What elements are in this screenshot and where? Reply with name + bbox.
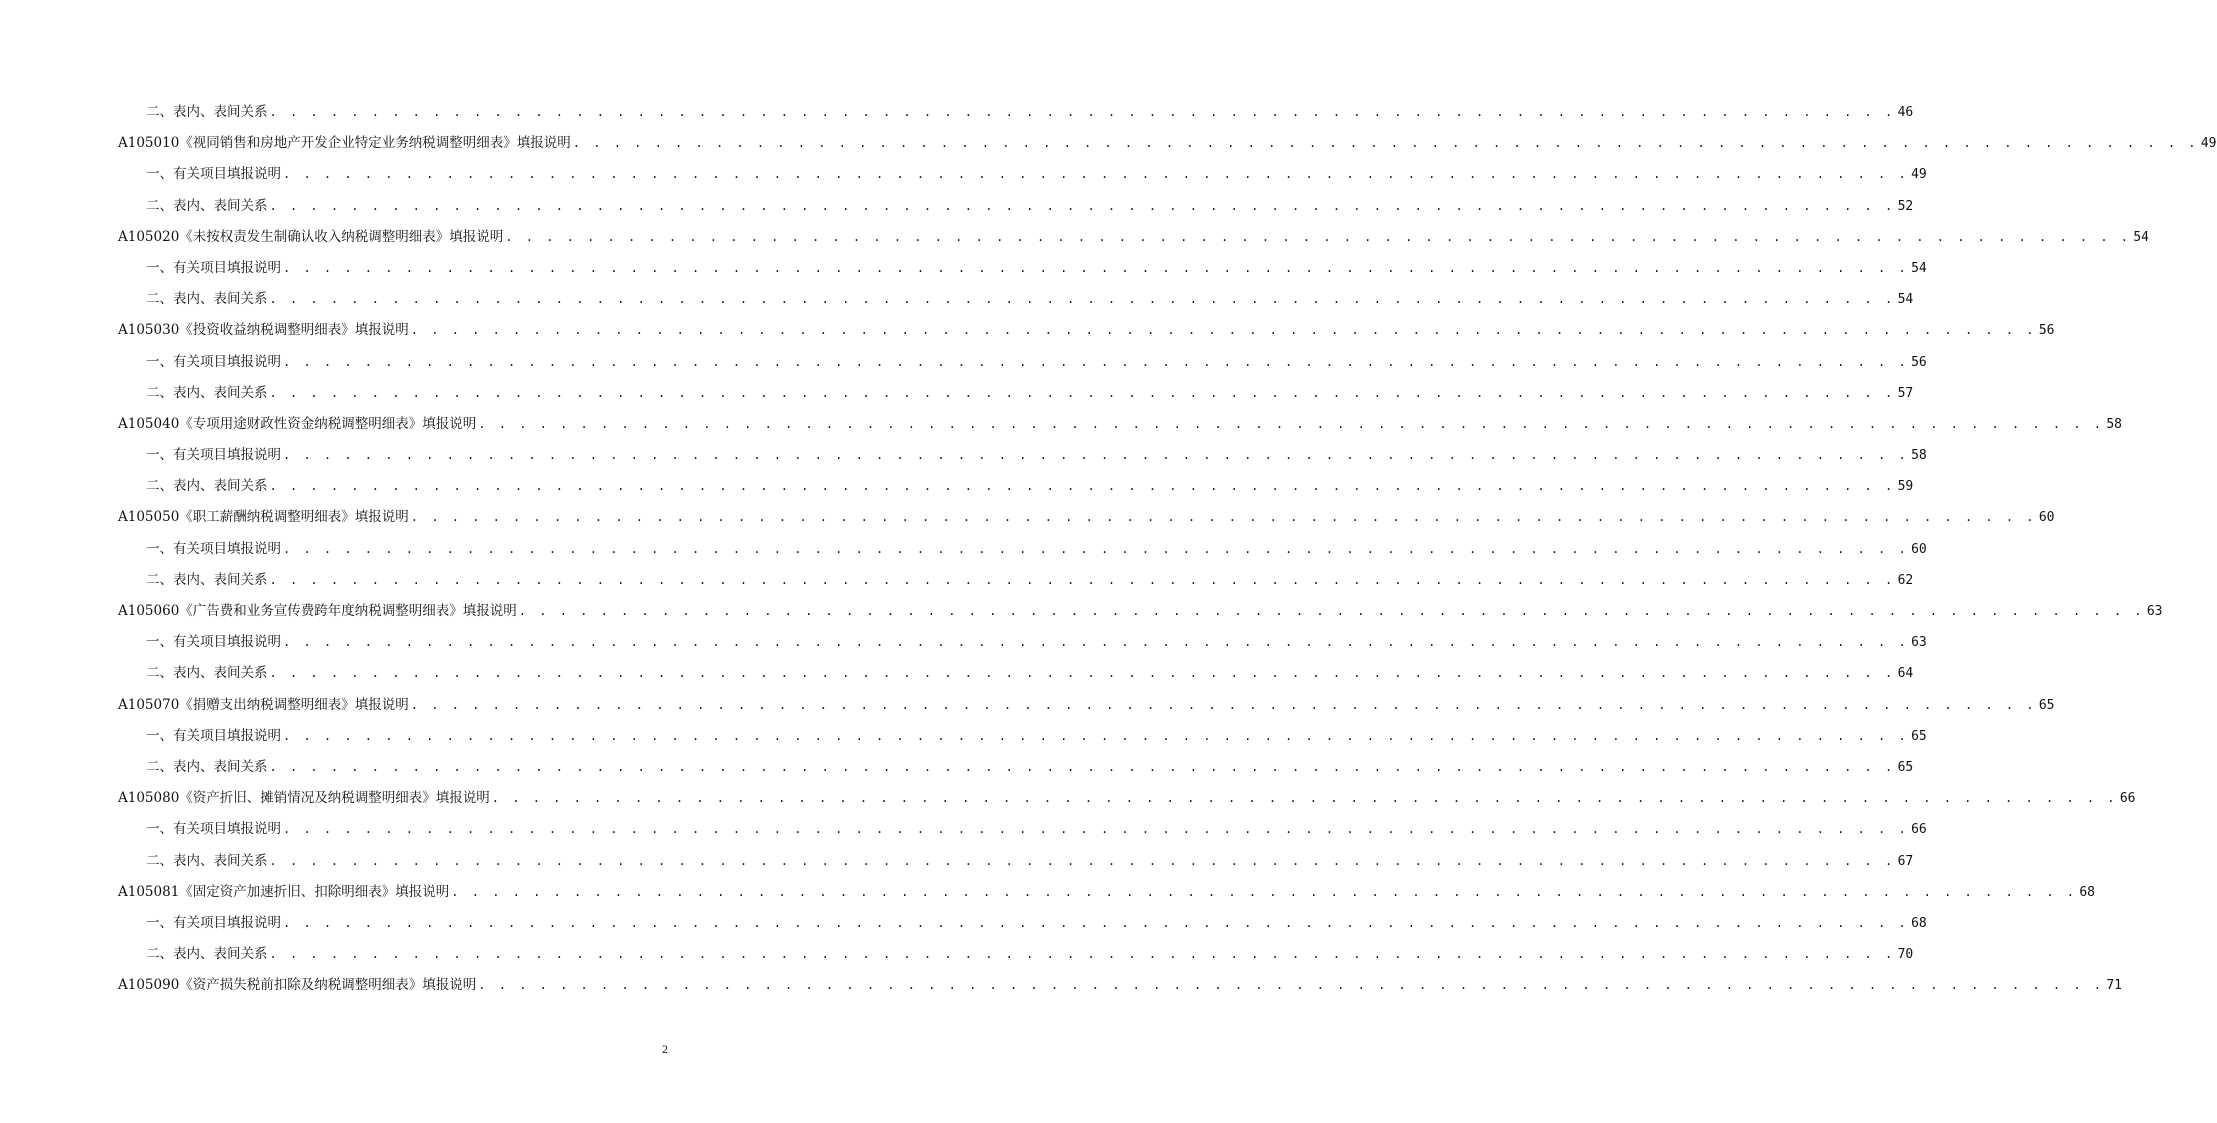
toc-subentry[interactable] bbox=[118, 537, 1927, 568]
toc-entry-title: A105050《职工薪酬纳税调整明细表》填报说明 bbox=[118, 509, 409, 526]
toc-entry-title: 一、有关项目填报说明 bbox=[146, 166, 281, 183]
toc-leader-dots: . . . . . . . . . . . . . . . . . . . . . . . . . . . . . . . . . . . . . . . . . . . . . . . . . . . . . . . . . . . . . . . . . . . . . . . . . . . . . . . . bbox=[269, 292, 1896, 307]
toc-entry-page: 49 bbox=[2200, 136, 2217, 152]
toc-entry-page: 67 bbox=[1897, 853, 1914, 869]
toc-entry[interactable] bbox=[118, 786, 2136, 817]
toc-entry-page: 64 bbox=[1897, 666, 1914, 682]
toc-subentry[interactable] bbox=[118, 568, 1914, 599]
toc-entry-page: 54 bbox=[2133, 229, 2150, 245]
toc-entry-page: 63 bbox=[1911, 635, 1927, 651]
toc-subentry[interactable] bbox=[118, 443, 1927, 474]
toc-entry-title: A105040《专项用途财政性资金纳税调整明细表》填报说明 bbox=[118, 415, 477, 432]
toc-entry-title: 二、表内、表间关系 bbox=[146, 291, 268, 308]
toc-entry[interactable] bbox=[118, 412, 2123, 443]
toc-leader-dots: . . . . . . . . . . . . . . . . . . . . . . . . . . . . . . . . . . . . . . . . . . . . . . . . . . . . . . . . . . . . . . . . . . . . . . . . . . . . . . . . bbox=[283, 167, 1909, 182]
toc-entry-page: 60 bbox=[1911, 541, 1927, 557]
toc-entry-page: 62 bbox=[1897, 572, 1914, 588]
toc-subentry[interactable] bbox=[118, 630, 1927, 661]
toc-entry[interactable] bbox=[118, 973, 2123, 1004]
toc-entry-page: 57 bbox=[1897, 385, 1914, 401]
toc-entry-page: 58 bbox=[2106, 416, 2123, 432]
toc-entry-page: 58 bbox=[1911, 448, 1927, 464]
toc-entry-page: 68 bbox=[2079, 884, 2096, 900]
toc-entry-page: 56 bbox=[1911, 354, 1927, 370]
toc-subentry[interactable] bbox=[118, 942, 1914, 973]
toc-leader-dots: . . . . . . . . . . . . . . . . . . . . . . . . . . . . . . . . . . . . . . . . . . . . . . . . . . . . . . . . . . . . . . . . . . . . . . . . . . . . . . . . bbox=[410, 510, 2037, 525]
toc-entry-title: A105060《广告费和业务宣传费跨年度纳税调整明细表》填报说明 bbox=[118, 603, 517, 619]
page-number: 2 bbox=[662, 1042, 668, 1056]
toc-entry-page: 70 bbox=[1897, 947, 1914, 963]
toc-entry-title: A105020《未按权责发生制确认收入纳税调整明细表》填报说明 bbox=[118, 228, 504, 245]
toc-entry-title: 一、有关项目填报说明 bbox=[146, 821, 281, 838]
toc-leader-dots: . . . . . . . . . . . . . . . . . . . . . . . . . . . . . . . . . . . . . . . . . . . . . . . . . . . . . . . . . . . . . . . . . . . . . . . . . . . . . . . . bbox=[283, 448, 1909, 463]
toc-leader-dots: . . . . . . . . . . . . . . . . . . . . . . . . . . . . . . . . . . . . . . . . . . . . . . . . . . . . . . . . . . . . . . . . . . . . . . . . . . . . . . . . bbox=[269, 385, 1896, 400]
toc-entry-title: 二、表内、表间关系 bbox=[146, 571, 268, 588]
toc-leader-dots: . . . . . . . . . . . . . . . . . . . . . . . . . . . . . . . . . . . . . . . . . . . . . . . . . . . . . . . . . . . . . . . . . . . . . . . . . . . . . . . . bbox=[451, 884, 2078, 899]
toc-entry[interactable] bbox=[118, 880, 2096, 911]
toc-entry-page: 71 bbox=[2106, 978, 2123, 994]
toc-entry-page: 56 bbox=[2038, 323, 2055, 339]
toc-entry-title: 二、表内、表间关系 bbox=[146, 104, 268, 120]
toc-entry-page: 60 bbox=[2038, 510, 2055, 526]
toc-subentry[interactable] bbox=[118, 100, 1914, 131]
toc-entry-title: A105081《固定资产加速折旧、扣除明细表》填报说明 bbox=[118, 883, 450, 900]
toc-subentry[interactable] bbox=[118, 911, 1927, 942]
toc-subentry[interactable] bbox=[118, 755, 1914, 786]
toc-entry-title: A105090《资产损失税前扣除及纳税调整明细表》填报说明 bbox=[118, 977, 477, 994]
toc-entry-title: A105010《视同销售和房地产开发企业特定业务纳税调整明细表》填报说明 bbox=[118, 135, 571, 152]
toc-entry-title: 二、表内、表间关系 bbox=[146, 665, 268, 682]
toc-entry-title: 二、表内、表间关系 bbox=[146, 946, 268, 963]
toc-leader-dots: . . . . . . . . . . . . . . . . . . . . . . . . . . . . . . . . . . . . . . . . . . . . . . . . . . . . . . . . . . . . . . . . . . . . . . . . . . . . . . . . bbox=[478, 416, 2105, 431]
toc-entry-title: 一、有关项目填报说明 bbox=[146, 259, 281, 276]
toc-entry-page: 59 bbox=[1897, 479, 1914, 495]
toc-leader-dots: . . . . . . . . . . . . . . . . . . . . . . . . . . . . . . . . . . . . . . . . . . . . . . . . . . . . . . . . . . . . . . . . . . . . . . . . . . . . . . . . bbox=[283, 635, 1909, 650]
toc-entry-page: 65 bbox=[1911, 728, 1927, 744]
toc-entry-page: 52 bbox=[1897, 198, 1914, 214]
toc-leader-dots: . . . . . . . . . . . . . . . . . . . . . . . . . . . . . . . . . . . . . . . . . . . . . . . . . . . . . . . . . . . . . . . . . . . . . . . . . . . . . . . . bbox=[410, 323, 2037, 338]
toc-subentry[interactable] bbox=[118, 162, 1927, 193]
toc-entry-title: 一、有关项目填报说明 bbox=[146, 447, 281, 464]
toc-entry-page: 49 bbox=[1911, 167, 1927, 183]
toc-entry-title: A105070《捐赠支出纳税调整明细表》填报说明 bbox=[118, 696, 409, 713]
toc-leader-dots: . . . . . . . . . . . . . . . . . . . . . . . . . . . . . . . . . . . . . . . . . . . . . . . . . . . . . . . . . . . . . . . . . . . . . . . . . . . . . . . . bbox=[283, 822, 1909, 837]
toc-entry-title: 二、表内、表间关系 bbox=[146, 758, 268, 775]
toc-entry-title: 二、表内、表间关系 bbox=[146, 478, 268, 495]
toc-entry[interactable] bbox=[118, 318, 2055, 349]
toc-entry-page: 66 bbox=[2119, 791, 2136, 807]
toc-leader-dots: . . . . . . . . . . . . . . . . . . . . . . . . . . . . . . . . . . . . . . . . . . . . . . . . . . . . . . . . . . . . . . . . . . . . . . . . . . . . . . . . bbox=[269, 759, 1896, 774]
toc-leader-dots: . . . . . . . . . . . . . . . . . . . . . . . . . . . . . . . . . . . . . . . . . . . . . . . . . . . . . . . . . . . . . . . . . . . . . . . . . . . . . . . . bbox=[283, 260, 1909, 275]
toc-subentry[interactable] bbox=[118, 287, 1914, 318]
toc-subentry[interactable] bbox=[118, 849, 1914, 880]
toc-entry-title: 一、有关项目填报说明 bbox=[146, 727, 281, 744]
toc-leader-dots: . . . . . . . . . . . . . . . . . . . . . . . . . . . . . . . . . . . . . . . . . . . . . . . . . . . . . . . . . . . . . . . . . . . . . . . . . . . . . . . . bbox=[478, 978, 2105, 993]
toc-entry-page: 46 bbox=[1897, 105, 1914, 120]
toc-subentry[interactable] bbox=[118, 661, 1914, 692]
toc-entry-title: 一、有关项目填报说明 bbox=[146, 634, 281, 651]
toc-entry-title: 一、有关项目填报说明 bbox=[146, 914, 281, 931]
toc-entry[interactable] bbox=[118, 693, 2055, 724]
toc-entry-page: 54 bbox=[1911, 260, 1927, 276]
toc-leader-dots: . . . . . . . . . . . . . . . . . . . . . . . . . . . . . . . . . . . . . . . . . . . . . . . . . . . . . . . . . . . . . . . . . . . . . . . . . . . . . . . . bbox=[269, 572, 1896, 587]
toc-entry[interactable] bbox=[118, 599, 2163, 630]
toc-leader-dots: . . . . . . . . . . . . . . . . . . . . . . . . . . . . . . . . . . . . . . . . . . . . . . . . . . . . . . . . . . . . . . . . . . . . . . . . . . . . . . . . bbox=[283, 728, 1909, 743]
toc-leader-dots: . . . . . . . . . . . . . . . . . . . . . . . . . . . . . . . . . . . . . . . . . . . . . . . . . . . . . . . . . . . . . . . . . . . . . . . . . . . . . . . . bbox=[269, 947, 1896, 962]
toc-leader-dots: . . . . . . . . . . . . . . . . . . . . . . . . . . . . . . . . . . . . . . . . . . . . . . . . . . . . . . . . . . . . . . . . . . . . . . . . . . . . . . . . bbox=[505, 229, 2132, 244]
toc-entry-title: 二、表内、表间关系 bbox=[146, 852, 268, 869]
toc-subentry[interactable] bbox=[118, 474, 1914, 505]
toc-leader-dots: . . . . . . . . . . . . . . . . . . . . . . . . . . . . . . . . . . . . . . . . . . . . . . . . . . . . . . . . . . . . . . . . . . . . . . . . . . . . . . . . bbox=[518, 604, 2145, 618]
toc-leader-dots: . . . . . . . . . . . . . . . . . . . . . . . . . . . . . . . . . . . . . . . . . . . . . . . . . . . . . . . . . . . . . . . . . . . . . . . . . . . . . . . . bbox=[269, 666, 1896, 681]
toc-subentry[interactable] bbox=[118, 256, 1927, 287]
toc-subentry[interactable] bbox=[118, 724, 1927, 755]
toc-entry-page: 54 bbox=[1897, 292, 1914, 308]
toc-entry-page: 66 bbox=[1911, 822, 1927, 838]
toc-entry-page: 65 bbox=[1897, 759, 1914, 775]
toc-subentry[interactable] bbox=[118, 194, 1914, 225]
toc-leader-dots: . . . . . . . . . . . . . . . . . . . . . . . . . . . . . . . . . . . . . . . . . . . . . . . . . . . . . . . . . . . . . . . . . . . . . . . . . . . . . . . . bbox=[269, 198, 1896, 213]
toc-subentry[interactable] bbox=[118, 381, 1914, 412]
toc-entry-title: A105080《资产折旧、摊销情况及纳税调整明细表》填报说明 bbox=[118, 790, 490, 807]
toc-entry-title: 二、表内、表间关系 bbox=[146, 384, 268, 401]
toc-entry-title: 一、有关项目填报说明 bbox=[146, 540, 281, 557]
toc-subentry[interactable] bbox=[118, 817, 1927, 848]
toc-entry-page: 65 bbox=[2038, 697, 2055, 713]
toc-leader-dots: . . . . . . . . . . . . . . . . . . . . . . . . . . . . . . . . . . . . . . . . . . . . . . . . . . . . . . . . . . . . . . . . . . . . . . . . . . . . . . . . bbox=[283, 915, 1909, 930]
toc-leader-dots: . . . . . . . . . . . . . . . . . . . . . . . . . . . . . . . . . . . . . . . . . . . . . . . . . . . . . . . . . . . . . . . . . . . . . . . . . . . . . . . . bbox=[283, 354, 1909, 369]
toc-entry[interactable] bbox=[118, 131, 2217, 162]
toc-leader-dots: . . . . . . . . . . . . . . . . . . . . . . . . . . . . . . . . . . . . . . . . . . . . . . . . . . . . . . . . . . . . . . . . . . . . . . . . . . . . . . . . bbox=[269, 853, 1896, 868]
toc-entry[interactable] bbox=[118, 225, 2150, 256]
toc-entry-title: 二、表内、表间关系 bbox=[146, 197, 268, 214]
toc-leader-dots: . . . . . . . . . . . . . . . . . . . . . . . . . . . . . . . . . . . . . . . . . . . . . . . . . . . . . . . . . . . . . . . . . . . . . . . . . . . . . . . . bbox=[491, 791, 2118, 806]
toc-leader-dots: . . . . . . . . . . . . . . . . . . . . . . . . . . . . . . . . . . . . . . . . . . . . . . . . . . . . . . . . . . . . . . . . . . . . . . . . . . . . . . . . bbox=[283, 541, 1909, 556]
table-of-contents bbox=[118, 100, 2217, 1004]
toc-entry-page: 68 bbox=[1911, 915, 1927, 931]
toc-leader-dots: . . . . . . . . . . . . . . . . . . . . . . . . . . . . . . . . . . . . . . . . . . . . . . . . . . . . . . . . . . . . . . . . . . . . . . . . . . . . . . . . bbox=[269, 105, 1896, 119]
toc-entry-page: 63 bbox=[2146, 604, 2163, 619]
toc-entry-title: 一、有关项目填报说明 bbox=[146, 353, 281, 370]
toc-leader-dots: . . . . . . . . . . . . . . . . . . . . . . . . . . . . . . . . . . . . . . . . . . . . . . . . . . . . . . . . . . . . . . . . . . . . . . . . . . . . . . . . bbox=[572, 136, 2199, 151]
toc-leader-dots: . . . . . . . . . . . . . . . . . . . . . . . . . . . . . . . . . . . . . . . . . . . . . . . . . . . . . . . . . . . . . . . . . . . . . . . . . . . . . . . . bbox=[269, 479, 1896, 494]
toc-subentry[interactable] bbox=[118, 350, 1927, 381]
toc-entry-title: A105030《投资收益纳税调整明细表》填报说明 bbox=[118, 322, 409, 339]
toc-leader-dots: . . . . . . . . . . . . . . . . . . . . . . . . . . . . . . . . . . . . . . . . . . . . . . . . . . . . . . . . . . . . . . . . . . . . . . . . . . . . . . . . bbox=[410, 697, 2037, 712]
toc-entry[interactable] bbox=[118, 505, 2055, 536]
